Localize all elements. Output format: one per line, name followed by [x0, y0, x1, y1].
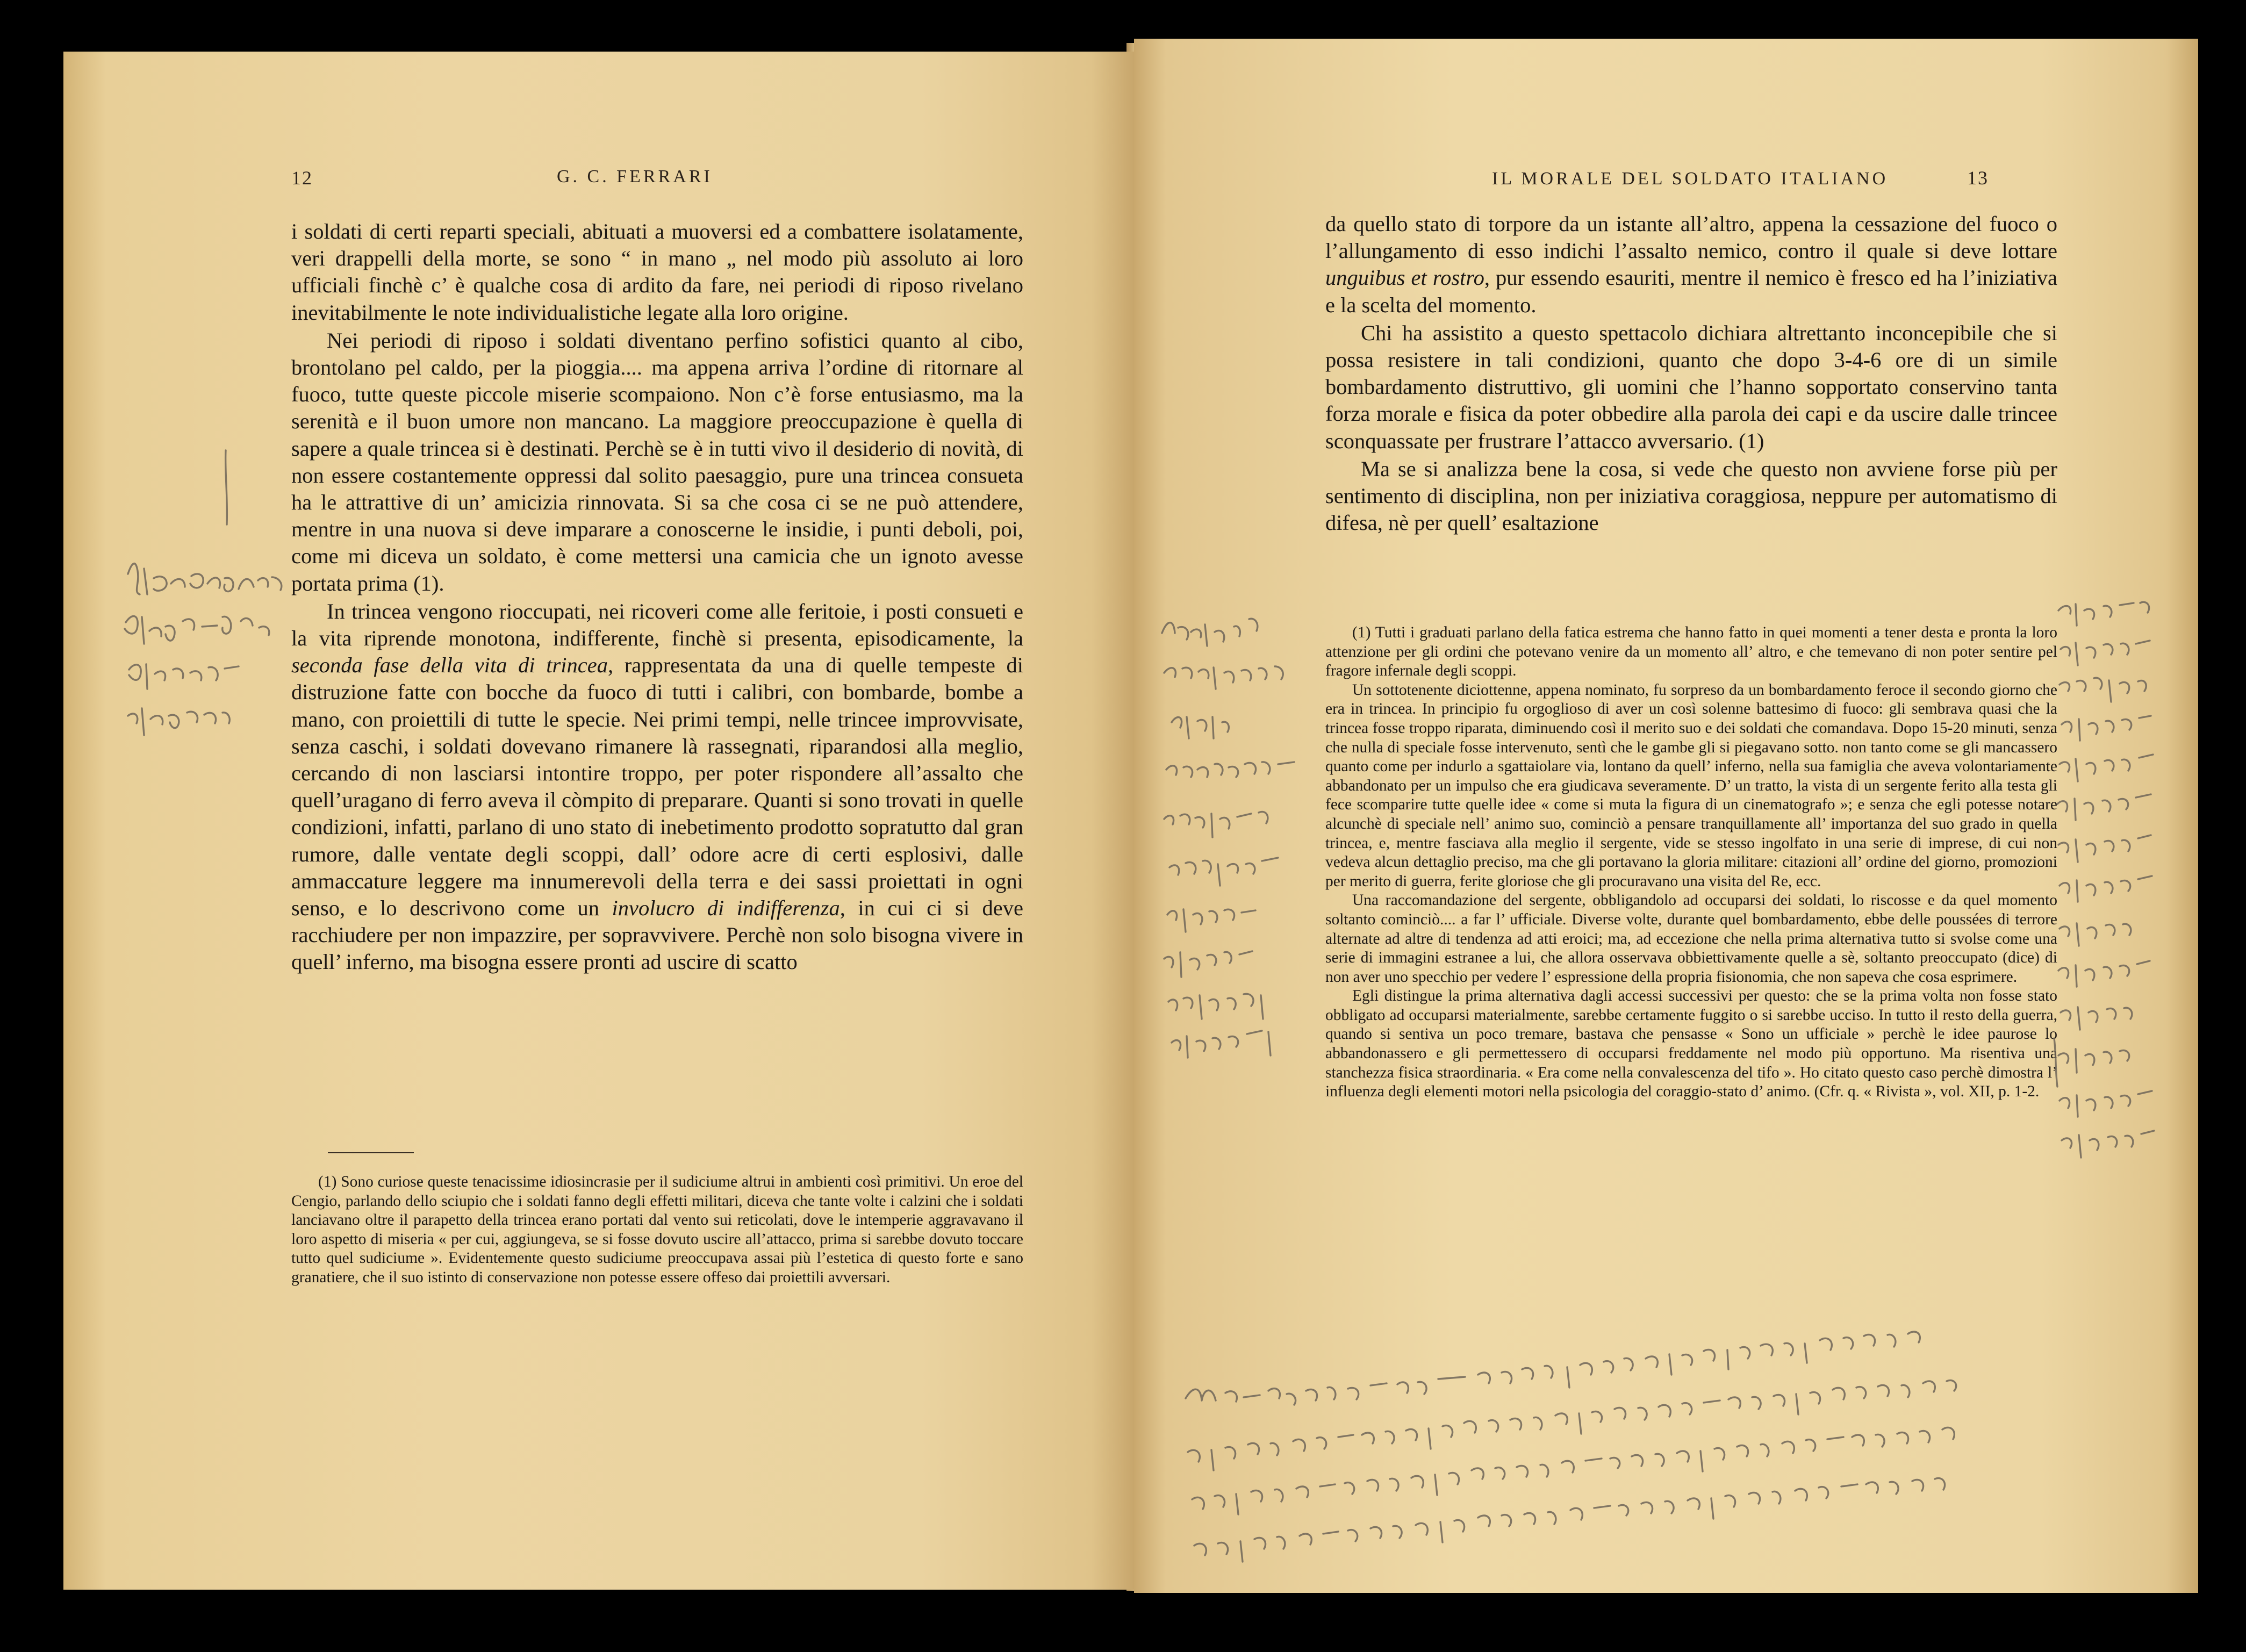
right-page: [1134, 39, 2198, 1593]
running-head: G. C. FERRARI: [557, 167, 713, 186]
page-number: 13: [1967, 167, 1989, 189]
footnote: Egli distingue la prima alternativa dagli accessi successivi per questo: che se la prima volta non fosse stato obbligato ad occuparsi materialmente, sarebbe certamente fuggito o si sarebbe ucciso. In tutto il resto della guerra, quando si sentiva un poco tremare, bastava che pensasse « Sono un ufficiale » perchè le idee paurose lo abbandonassero e gli permettessero di occuparsi freddamente nel modo più opportuno. Ma risentiva una stanchezza fisica straordinaria. « Era come nella convalescenza del tifo ». Ho citato questo caso perchè dimostra l’ influenza degli elementi motori nella psicologia del coraggio-stato d’ animo. (Cfr. q. « Rivista », vol. XII, p. 1-2.: [1325, 987, 2057, 1101]
page-number: 12: [291, 167, 313, 189]
footnotes: [1325, 623, 2057, 1102]
footnotes: [291, 1173, 1023, 1288]
running-head: IL MORALE DEL SOLDATO ITALIANO: [1492, 169, 1889, 189]
paragraph: Chi ha assistito a questo spettacolo dichiara altrettanto inconcepibile che si possa resistere in tali condizioni, quanto che dopo 3-4-6 ore di un simile bombardamento distruttivo, gli uomini che l’hanno sopportato conservino tanta forza morale e fisica da poter obbedire alla parola dei capi e da uscire dalle trincee sconquassate per frustrare l’attacco avversario. (1): [1325, 320, 2057, 453]
paragraph: Ma se si analizza bene la cosa, si vede che questo non avviene forse più per sentimento di disciplina, non per iniziativa coraggiosa, neppure per automatismo di difesa, nè per quell’ esaltazione: [1325, 456, 2057, 535]
footnote: Una raccomandazione del sergente, obbligandolo ad occuparsi dei soldati, lo riscosse e da quel momento soltanto cominciò.... a far l’ ufficiale. Diverse volte, durante quel bombardamento, ebbe delle poussées di terrore alternate ad altre di tendenza ad atti eroici; ma, ad eccezione che nella prima alternativa tutto si svolse come una serie di immagini estranee a lui, che allora osservava obbiettivamente quelle a sè, soltanto preoccupato (dice) di non aver uno specchio per vedere l’ espressione della propria fisionomia, che non sapeva che cosa esprimere.: [1325, 892, 2057, 986]
footnote: Un sottotenente diciottenne, appena nominato, fu sorpreso da un bombardamento feroce il secondo giorno che era in trincea. In principio fu orgoglioso di aver un così solenne battesimo di fuoco: gli sembrava quasi che la trincea fosse troppo riparata, diminuendo così il merito suo e dei soldati che comandava. Dopo 15-20 minuti, senza che nulla di speciale fosse intervenuto, sentì che le gambe gli si piegavano sotto. non tanto come se gli mancassero quanto come per indurlo a sgattaiolare via, lontano da quell’ inferno, nella sua famiglia che aveva volontariamente abbandonato per un impulso che era giudicava severamente. D’ un tratto, la vista di un sergente ferito alla testa gli fece scomparire tutte quelle idee « come si muta la figura di un cinematografo »; e senza che egli potesse notare alcunchè di speciale nell’ animo suo, cominciò a pensare tranquillamente all’ importanza del suo grado in quella trincea, e, mentre fasciava alla meglio il sergente, vide se stesso ingolfato in una serie di imprese, di cui non vedeva alcun dettaglio preciso, ma che gli portavano la gloria militare: citazioni all’ ordine del giorno, promozioni per merito di guerra, ferite gloriose che gli procuravano una visita del Re, ecc.: [1325, 681, 2057, 890]
paragraph: i soldati di certi reparti speciali, abituati a muoversi ed a combattere isolatamente, veri drappelli della morte, se sono “ in mano „ nel modo più assoluto ai loro ufficiali finchè c’ è qualche cosa di ardito da fare, nei periodi di riposo rivelano inevitabilmente le note individualistiche legate alla loro origine.: [291, 219, 1023, 325]
paragraph: Nei periodi di riposo i soldati diventano perfino sofistici quanto al cibo, brontolano pel caldo, per la pioggia.... ma appena arriva l’ordine di ritornare al fuoco, tutte queste piccole miserie scompaiono. Non c’è forse entusiasmo, ma la serenità e il buon umore non mancano. La maggiore preoccupazione è quella di sapere a quale trincea si è destinati. Perchè se è in tutti vivo il desiderio di novità, di non essere costantemente oppressi dal solito paesaggio, pure una trincea consueta ha le attrattive di un’ amicizia rinnovata. Si sa che cosa ci se ne può attendere, mentre in una nuova si deve imparare a conoscerne le insidie, i punti deboli, poi, come mi diceva un soldato, è come mettersi una camicia che un ignoto avesse portata prima (1).: [291, 328, 1023, 595]
footnote: (1) Tutti i graduati parlano della fatica estrema che hanno fatto in quei momenti a tener desta e pronta la loro attenzione per gli ordini che potevano venire da un momento all’ altro, e che temevano di non poter sentire pel fragore infernale degli scoppi.: [1325, 624, 2057, 680]
left-page: [63, 52, 1134, 1590]
body-text: [1325, 211, 2057, 536]
paragraph: In trincea vengono rioccupati, nei ricoveri come alle feritoie, i posti consueti e la vita riprende monotona, indifferente, finchè si presenta, episodicamente, la seconda fase della vita di trincea, rappresentata da una di quelle tempeste di distruzione fatte con bocche da fuoco di tutti i calibri, con bombarde, bombe a mano, con proiettili di tutte le specie. Nei primi tempi, nelle trincee improvvisate, senza caschi, i soldati dovevano rimanere là rassegnati, riparandosi alla meglio, cercando di non lasciarsi intontire troppo, per poter rispondere all’assalto che quell’uragano di ferro aveva il còmpito di preparare. Quanti si sono trovati in quelle condizioni, infatti, parlano di uno stato di inebetimento prodotto sopratutto dal gran rumore, dalle ventate degli scoppi, dall’ odore acre di certi esplosivi, dalle ammaccature leggere ma innumerevoli della terra e dei sassi proiettati in ogni senso, e lo descrivono come un involucro di indifferenza, in cui ci si deve racchiudere per non impazzire, per sopravvivere. Perchè non solo bisogna vivere in quell’ inferno, ma bisogna essere pronti ad uscire di scatto: [291, 599, 1023, 974]
paragraph: da quello stato di torpore da un istante all’altro, appena la cessazione del fuoco o l’allungamento di esso indichi l’assalto nemico, contro il quale si deve lottare unguibus et rostro, pur essendo esauriti, mentre il nemico è fresco ed ha l’iniziativa e la scelta del momento.: [1325, 212, 2057, 317]
footnote: (1) Sono curiose queste tenacissime idiosincrasie per il sudiciume altrui in ambienti così primitivi. Un eroe del Cengio, parlando dello sciupio che i soldati fanno degli effetti militari, diceva che tante volte i calzini che i soldati lanciavano oltre il parapetto della trincea erano portati dal vento sui reticolati, dove le intemperie aggravavano il loro aspetto di miseria « per cui, aggiungeva, se si fosse dovuto uscire all’attacco, prima si sarebbe dovuto toccare tutto quel sudiciume ». Evidentemente questo sudiciume preoccupava assai più l’estetica di questo forte e sano granatiere, che il suo istinto di conservazione non potesse essere offeso dai proiettili avversari.: [291, 1173, 1023, 1286]
footnote-rule: [328, 1152, 414, 1153]
body-text: [291, 218, 1023, 976]
